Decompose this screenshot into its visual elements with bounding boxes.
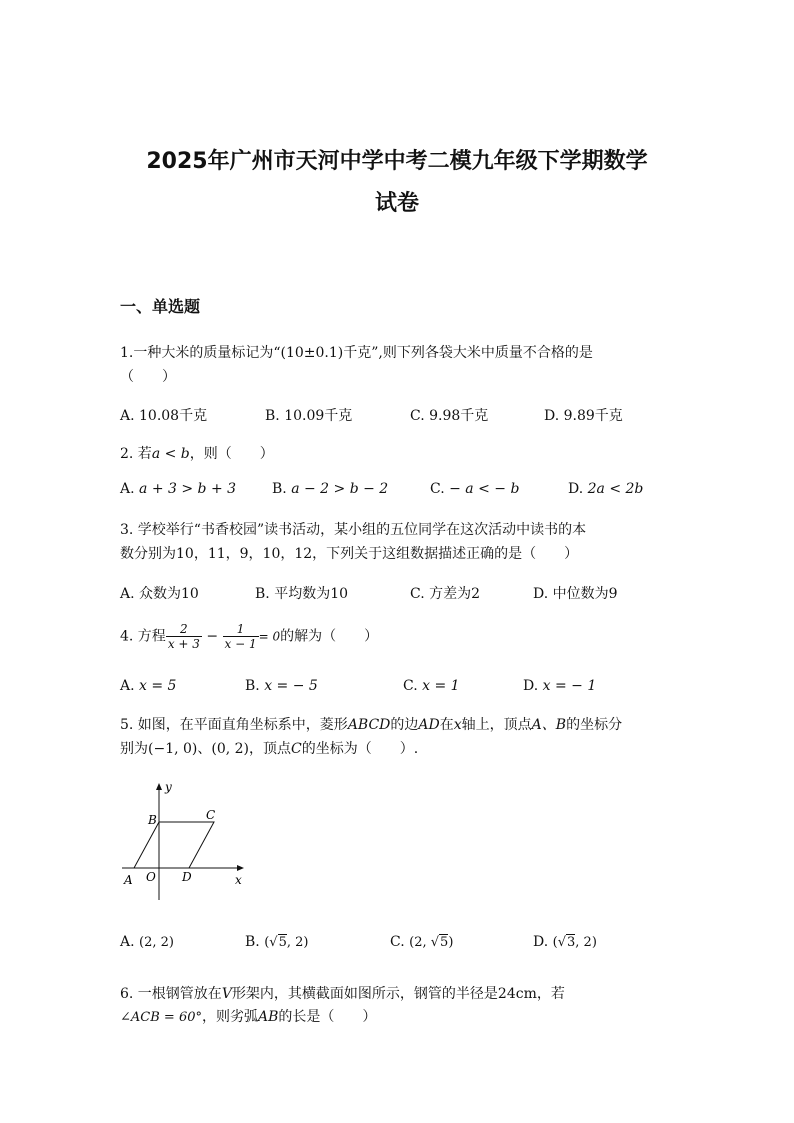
- q3-option-c: C. 方差为2: [410, 586, 481, 602]
- question-4-stem: 4. 方程 $\frac{2}{x + 3}$ − $\frac{1}{x - 1}$ = 0的解为（ ）: [120, 622, 379, 651]
- question-5-stem-line1: 5. 如图，在平面直角坐标系中，菱形ABCD的边AD在x轴上，顶点A、B的坐标分: [120, 717, 623, 733]
- q4-option-d: D. x = − 1: [523, 678, 597, 694]
- q5-option-c: C. (2, √5): [390, 934, 454, 950]
- question-3-stem-line2: 数分别为10，11，9，10，12，下列关于这组数据描述正确的是（ ）: [120, 546, 579, 562]
- y-axis-arrow: [156, 783, 162, 790]
- fraction-1: $\frac{2}{x + 3}$: [167, 622, 200, 651]
- q1-option-b: B. 10.09千克: [265, 408, 353, 424]
- label-d: D: [182, 870, 192, 884]
- q5-option-b: B. (√5, 2): [245, 934, 309, 950]
- section-heading: 一、单选题: [120, 297, 201, 316]
- q2-option-a: A. a + 3 > b + 3: [120, 481, 237, 497]
- q2-option-d: D. 2a < 2b: [568, 481, 644, 497]
- label-a: A: [124, 873, 133, 887]
- q1-option-d: D. 9.89千克: [544, 408, 623, 424]
- q3-option-a: A. 众数为10: [120, 586, 199, 602]
- label-b: B: [148, 813, 157, 827]
- q3-option-b: B. 平均数为10: [255, 586, 349, 602]
- q3-option-d: D. 中位数为9: [533, 586, 618, 602]
- q1-option-a: A. 10.08千克: [120, 408, 208, 424]
- q2-option-c: C. − a < − b: [430, 481, 520, 497]
- question-1-paren: （ ）: [120, 369, 176, 385]
- q4-option-c: C. x = 1: [403, 678, 460, 694]
- label-o: O: [146, 870, 156, 884]
- label-y: y: [165, 780, 172, 794]
- q1-option-c: C. 9.98千克: [410, 408, 489, 424]
- question-5-stem-line2: 别为(−1, 0)、(0, 2)，顶点C的坐标为（ ）.: [120, 741, 419, 757]
- q5-option-a: A. (2, 2): [120, 934, 174, 950]
- q2-option-b: B. a − 2 > b − 2: [272, 481, 389, 497]
- label-x: x: [235, 873, 242, 887]
- question-1-stem: 1.一种大米的质量标记为“(10±0.1)千克”,则下列各袋大米中质量不合格的是: [120, 345, 593, 361]
- rhombus-outline: [134, 822, 214, 868]
- page-title-line2: 试卷: [374, 191, 419, 216]
- fraction-2: $\frac{1}{x - 1}$: [224, 622, 257, 651]
- question-2-stem: 2. 若a < b，则（ ）: [120, 446, 274, 462]
- q4-option-b: B. x = − 5: [245, 678, 318, 694]
- page-title: 2025年广州市天河中学中考二模九年级下学期数学: [146, 149, 648, 174]
- q4-option-a: A. x = 5: [120, 678, 177, 694]
- x-axis-arrow: [237, 865, 244, 871]
- question-6-stem-line2: ∠ACB = 60°，则劣弧AB的长是（ ）: [120, 1009, 377, 1025]
- question-6-stem-line1: 6. 一根钢管放在V形架内，其横截面如图所示，钢管的半径是24cm，若: [120, 986, 565, 1002]
- question-3-stem-line1: 3. 学校举行“书香校园”读书活动，某小组的五位同学在这次活动中读书的本: [120, 522, 587, 538]
- label-c: C: [206, 808, 216, 822]
- q5-option-d: D. (√3, 2): [533, 934, 597, 950]
- rhombus-figure: [118, 778, 248, 903]
